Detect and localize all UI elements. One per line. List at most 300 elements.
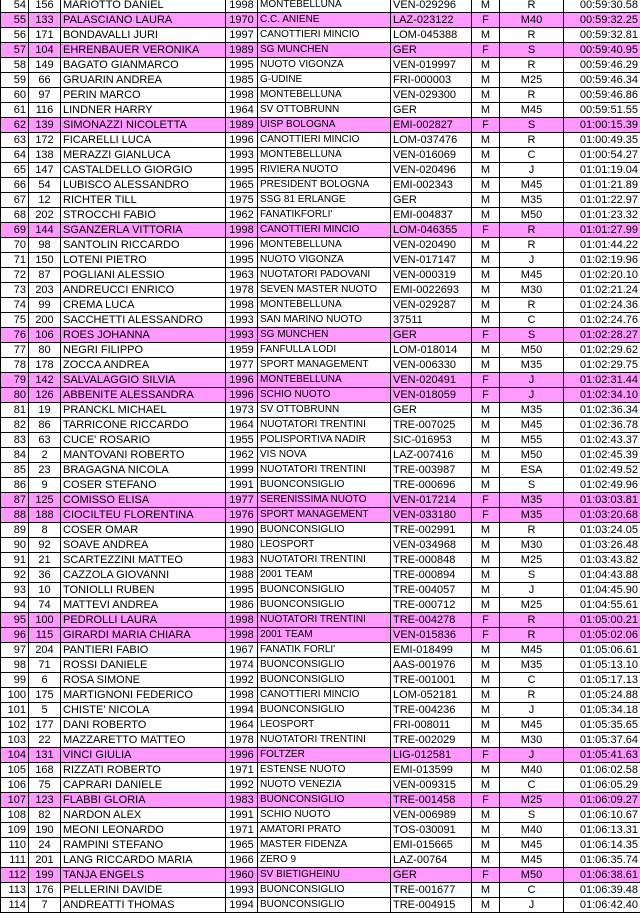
sex-cell: M [472, 418, 500, 433]
category-cell: M50 [500, 448, 564, 463]
finish-time-cell: 01:05:34.18 [564, 703, 640, 718]
finish-time-cell: 01:02:49.52 [564, 463, 640, 478]
sex-cell: M [472, 808, 500, 823]
athlete-name-cell: CUCE' ROSARIO [61, 433, 226, 448]
category-cell: M40 [500, 823, 564, 838]
table-row [1, 508, 640, 523]
bib-number-cell: 7 [29, 898, 61, 913]
birth-year-cell: 1996 [226, 238, 258, 253]
club-cell: SCHIO NUOTO [258, 388, 391, 403]
table-row [1, 328, 640, 343]
club-cell: SPORT MANAGEMENT [258, 508, 391, 523]
table-row [1, 373, 640, 388]
table-row [1, 43, 640, 58]
sex-cell: M [472, 148, 500, 163]
finish-time-cell: 01:02:24.76 [564, 313, 640, 328]
license-code-cell: VEN-017214 [391, 493, 472, 508]
bib-number-cell: 115 [29, 628, 61, 643]
birth-year-cell: 1967 [226, 643, 258, 658]
position-cell: 113 [1, 883, 29, 898]
license-code-cell: VEN-019997 [391, 58, 472, 73]
athlete-name-cell: STROCCHI FABIO [61, 208, 226, 223]
sex-cell: M [472, 688, 500, 703]
license-code-cell: VEN-029287 [391, 298, 472, 313]
position-cell: 88 [1, 508, 29, 523]
position-cell: 64 [1, 148, 29, 163]
birth-year-cell: 1995 [226, 58, 258, 73]
license-code-cell: GER [391, 403, 472, 418]
athlete-name-cell: ZOCCA ANDREA [61, 358, 226, 373]
table-row [1, 553, 640, 568]
athlete-name-cell: PERIN MARCO [61, 88, 226, 103]
table-row [1, 268, 640, 283]
table-row [1, 148, 640, 163]
table-row [1, 748, 640, 763]
club-cell: NUOTATORI PADOVANI [258, 268, 391, 283]
finish-time-cell: 01:01:22.97 [564, 193, 640, 208]
bib-number-cell: 116 [29, 103, 61, 118]
finish-time-cell: 00:59:32.25 [564, 13, 640, 28]
license-code-cell: VEN-000319 [391, 268, 472, 283]
athlete-name-cell: PRANCKL MICHAEL [61, 403, 226, 418]
table-row [1, 643, 640, 658]
bib-number-cell: 12 [29, 193, 61, 208]
table-row [1, 463, 640, 478]
athlete-name-cell: SANTOLIN RICCARDO [61, 238, 226, 253]
sex-cell: M [472, 523, 500, 538]
table-row [1, 808, 640, 823]
table-row [1, 718, 640, 733]
category-cell: M40 [500, 763, 564, 778]
club-cell: FANFULLA LODI [258, 343, 391, 358]
birth-year-cell: 1970 [226, 13, 258, 28]
category-cell: R [500, 688, 564, 703]
position-cell: 69 [1, 223, 29, 238]
position-cell: 68 [1, 208, 29, 223]
table-row [1, 868, 640, 883]
finish-time-cell: 01:06:38.61 [564, 868, 640, 883]
license-code-cell: GER [391, 868, 472, 883]
athlete-name-cell: TONIOLLI RUBEN [61, 583, 226, 598]
bib-number-cell: 142 [29, 373, 61, 388]
sex-cell: M [472, 778, 500, 793]
table-row [1, 763, 640, 778]
sex-cell: M [472, 253, 500, 268]
athlete-name-cell: CAPRARI DANIELE [61, 778, 226, 793]
bib-number-cell: 201 [29, 853, 61, 868]
bib-number-cell: 74 [29, 598, 61, 613]
table-row [1, 73, 640, 88]
birth-year-cell: 1976 [226, 508, 258, 523]
category-cell: M25 [500, 598, 564, 613]
athlete-name-cell: COSER STEFANO [61, 478, 226, 493]
sex-cell: M [472, 673, 500, 688]
sex-cell: F [472, 493, 500, 508]
position-cell: 80 [1, 388, 29, 403]
club-cell: SV OTTOBRUNN [258, 403, 391, 418]
table-row [1, 388, 640, 403]
category-cell: R [500, 628, 564, 643]
athlete-name-cell: ROSA SIMONE [61, 673, 226, 688]
club-cell: NUOTO VIGONZA [258, 58, 391, 73]
sex-cell: M [472, 583, 500, 598]
bib-number-cell: 177 [29, 718, 61, 733]
athlete-name-cell: PALASCIANO LAURA [61, 13, 226, 28]
license-code-cell: VEN-009315 [391, 778, 472, 793]
table-row [1, 793, 640, 808]
sex-cell: F [472, 118, 500, 133]
position-cell: 87 [1, 493, 29, 508]
sex-cell: M [472, 298, 500, 313]
bib-number-cell: 5 [29, 703, 61, 718]
sex-cell: M [472, 268, 500, 283]
sex-cell: M [472, 568, 500, 583]
athlete-name-cell: SIMONAZZI NICOLETTA [61, 118, 226, 133]
sex-cell: F [472, 748, 500, 763]
position-cell: 73 [1, 283, 29, 298]
club-cell: ESTENSE NUOTO [258, 763, 391, 778]
sex-cell: M [472, 718, 500, 733]
table-row [1, 0, 640, 13]
athlete-name-cell: POGLIANI ALESSIO [61, 268, 226, 283]
position-cell: 102 [1, 718, 29, 733]
sex-cell: M [472, 538, 500, 553]
birth-year-cell: 1995 [226, 163, 258, 178]
position-cell: 55 [1, 13, 29, 28]
category-cell: R [500, 58, 564, 73]
birth-year-cell: 1998 [226, 688, 258, 703]
sex-cell: M [472, 823, 500, 838]
finish-time-cell: 01:06:09.27 [564, 793, 640, 808]
sex-cell: M [472, 478, 500, 493]
club-cell: MONTEBELLUNA [258, 298, 391, 313]
athlete-name-cell: FICARELLI LUCA [61, 133, 226, 148]
license-code-cell: GER [391, 328, 472, 343]
birth-year-cell: 1960 [226, 868, 258, 883]
license-code-cell: VEN-020491 [391, 373, 472, 388]
finish-time-cell: 01:02:29.62 [564, 343, 640, 358]
position-cell: 112 [1, 868, 29, 883]
finish-time-cell: 01:05:24.88 [564, 688, 640, 703]
position-cell: 72 [1, 268, 29, 283]
bib-number-cell: 87 [29, 268, 61, 283]
table-row [1, 58, 640, 73]
athlete-name-cell: MAZZARETTO MATTEO [61, 733, 226, 748]
bib-number-cell: 36 [29, 568, 61, 583]
sex-cell: M [472, 358, 500, 373]
club-cell: RIVIERA NUOTO [258, 163, 391, 178]
license-code-cell: TOS-030091 [391, 823, 472, 838]
bib-number-cell: 22 [29, 733, 61, 748]
birth-year-cell: 1971 [226, 763, 258, 778]
club-cell: NUOTATORI TRENTINI [258, 418, 391, 433]
category-cell: M45 [500, 838, 564, 853]
athlete-name-cell: ABBENITE ALESSANDRA [61, 388, 226, 403]
bib-number-cell: 144 [29, 223, 61, 238]
birth-year-cell: 1999 [226, 463, 258, 478]
license-code-cell: TRE-001677 [391, 883, 472, 898]
position-cell: 65 [1, 163, 29, 178]
position-cell: 59 [1, 73, 29, 88]
license-code-cell: FRI-000003 [391, 73, 472, 88]
position-cell: 99 [1, 673, 29, 688]
birth-year-cell: 1996 [226, 373, 258, 388]
position-cell: 58 [1, 58, 29, 73]
position-cell: 95 [1, 613, 29, 628]
bib-number-cell: 172 [29, 133, 61, 148]
sex-cell: F [472, 868, 500, 883]
club-cell: NUOTATORI TRENTINI [258, 613, 391, 628]
bib-number-cell: 71 [29, 658, 61, 673]
position-cell: 92 [1, 568, 29, 583]
position-cell: 90 [1, 538, 29, 553]
finish-time-cell: 01:01:23.32 [564, 208, 640, 223]
athlete-name-cell: GRUARIN ANDREA [61, 73, 226, 88]
club-cell: FANATIKFORLI' [258, 208, 391, 223]
finish-time-cell: 01:05:06.61 [564, 643, 640, 658]
table-row [1, 583, 640, 598]
club-cell: VIS NOVA [258, 448, 391, 463]
license-code-cell: TRE-004278 [391, 613, 472, 628]
position-cell: 70 [1, 238, 29, 253]
birth-year-cell: 1998 [226, 0, 258, 13]
bib-number-cell: 98 [29, 238, 61, 253]
club-cell: BUONCONSIGLIO [258, 883, 391, 898]
finish-time-cell: 00:59:46.29 [564, 58, 640, 73]
club-cell: BUONCONSIGLIO [258, 673, 391, 688]
position-cell: 114 [1, 898, 29, 913]
finish-time-cell: 00:59:32.81 [564, 28, 640, 43]
club-cell: MONTEBELLUNA [258, 238, 391, 253]
license-code-cell: LAZ-007416 [391, 448, 472, 463]
table-row [1, 433, 640, 448]
bib-number-cell: 200 [29, 313, 61, 328]
category-cell: J [500, 898, 564, 913]
position-cell: 67 [1, 193, 29, 208]
position-cell: 107 [1, 793, 29, 808]
bib-number-cell: 8 [29, 523, 61, 538]
club-cell: NUOTATORI TRENTINI [258, 463, 391, 478]
sex-cell: M [472, 433, 500, 448]
birth-year-cell: 1964 [226, 103, 258, 118]
finish-time-cell: 01:00:15.39 [564, 118, 640, 133]
birth-year-cell: 1983 [226, 793, 258, 808]
sex-cell: M [472, 163, 500, 178]
license-code-cell: TRE-002029 [391, 733, 472, 748]
finish-time-cell: 01:02:43.37 [564, 433, 640, 448]
athlete-name-cell: BAGATO GIANMARCO [61, 58, 226, 73]
table-row [1, 853, 640, 868]
bib-number-cell: 125 [29, 493, 61, 508]
finish-time-cell: 01:00:54.27 [564, 148, 640, 163]
license-code-cell: TRE-000894 [391, 568, 472, 583]
category-cell: J [500, 703, 564, 718]
table-row [1, 688, 640, 703]
table-row [1, 883, 640, 898]
position-cell: 71 [1, 253, 29, 268]
club-cell: MONTEBELLUNA [258, 373, 391, 388]
license-code-cell: LOM-018014 [391, 343, 472, 358]
category-cell: M40 [500, 13, 564, 28]
category-cell: J [500, 388, 564, 403]
athlete-name-cell: RICHTER TILL [61, 193, 226, 208]
sex-cell: M [472, 0, 500, 13]
athlete-name-cell: ROES JOHANNA [61, 328, 226, 343]
bib-number-cell: 23 [29, 463, 61, 478]
sex-cell: M [472, 463, 500, 478]
license-code-cell: EMI-015665 [391, 838, 472, 853]
category-cell: R [500, 613, 564, 628]
birth-year-cell: 1992 [226, 673, 258, 688]
bib-number-cell: 188 [29, 508, 61, 523]
sex-cell: F [472, 793, 500, 808]
license-code-cell: VEN-015836 [391, 628, 472, 643]
sex-cell: F [472, 508, 500, 523]
category-cell: M35 [500, 658, 564, 673]
bib-number-cell: 86 [29, 418, 61, 433]
license-code-cell: TRE-000696 [391, 478, 472, 493]
category-cell: R [500, 133, 564, 148]
category-cell: J [500, 748, 564, 763]
category-cell: M45 [500, 718, 564, 733]
sex-cell: M [472, 343, 500, 358]
birth-year-cell: 1998 [226, 298, 258, 313]
athlete-name-cell: GIRARDI MARIA CHIARA [61, 628, 226, 643]
club-cell: CANOTTIERI MINCIO [258, 133, 391, 148]
position-cell: 111 [1, 853, 29, 868]
birth-year-cell: 1975 [226, 193, 258, 208]
birth-year-cell: 1993 [226, 883, 258, 898]
athlete-name-cell: CIOCILTEU FLORENTINA [61, 508, 226, 523]
birth-year-cell: 1965 [226, 838, 258, 853]
finish-time-cell: 01:02:19.96 [564, 253, 640, 268]
category-cell: C [500, 778, 564, 793]
finish-time-cell: 01:02:29.75 [564, 358, 640, 373]
sex-cell: M [472, 853, 500, 868]
club-cell: BUONCONSIGLIO [258, 583, 391, 598]
category-cell: S [500, 43, 564, 58]
club-cell: MONTEBELLUNA [258, 148, 391, 163]
athlete-name-cell: DANI ROBERTO [61, 718, 226, 733]
athlete-name-cell: ROSSI DANIELE [61, 658, 226, 673]
sex-cell: F [472, 373, 500, 388]
athlete-name-cell: SALVALAGGIO SILVIA [61, 373, 226, 388]
license-code-cell: FRI-008011 [391, 718, 472, 733]
birth-year-cell: 1996 [226, 133, 258, 148]
club-cell: SV BIETIGHEINU [258, 868, 391, 883]
birth-year-cell: 1983 [226, 553, 258, 568]
finish-time-cell: 01:01:27.99 [564, 223, 640, 238]
finish-time-cell: 01:01:44.22 [564, 238, 640, 253]
license-code-cell: TRE-003987 [391, 463, 472, 478]
position-cell: 100 [1, 688, 29, 703]
category-cell: S [500, 328, 564, 343]
birth-year-cell: 1959 [226, 343, 258, 358]
license-code-cell: TRE-002991 [391, 523, 472, 538]
bib-number-cell: 168 [29, 763, 61, 778]
club-cell: NUOTATORI TRENTINI [258, 733, 391, 748]
club-cell: 2001 TEAM [258, 628, 391, 643]
birth-year-cell: 1993 [226, 313, 258, 328]
table-row [1, 538, 640, 553]
position-cell: 82 [1, 418, 29, 433]
birth-year-cell: 1991 [226, 808, 258, 823]
table-row [1, 208, 640, 223]
athlete-name-cell: ANDREUCCI ENRICO [61, 283, 226, 298]
license-code-cell: VEN-016069 [391, 148, 472, 163]
bib-number-cell: 54 [29, 178, 61, 193]
table-row [1, 313, 640, 328]
table-row [1, 523, 640, 538]
birth-year-cell: 1978 [226, 283, 258, 298]
license-code-cell: VEN-020490 [391, 238, 472, 253]
position-cell: 97 [1, 643, 29, 658]
birth-year-cell: 1998 [226, 628, 258, 643]
license-code-cell: LOM-052181 [391, 688, 472, 703]
athlete-name-cell: RIZZATI ROBERTO [61, 763, 226, 778]
birth-year-cell: 1995 [226, 583, 258, 598]
club-cell: POLISPORTIVA NADIR [258, 433, 391, 448]
table-row [1, 493, 640, 508]
category-cell: J [500, 373, 564, 388]
license-code-cell: LOM-046355 [391, 223, 472, 238]
finish-time-cell: 01:06:05.29 [564, 778, 640, 793]
license-code-cell: VEN-017147 [391, 253, 472, 268]
finish-time-cell: 01:02:28.27 [564, 328, 640, 343]
position-cell: 74 [1, 298, 29, 313]
position-cell: 81 [1, 403, 29, 418]
club-cell: G-UDINE [258, 73, 391, 88]
license-code-cell: LOM-037476 [391, 133, 472, 148]
birth-year-cell: 1977 [226, 358, 258, 373]
club-cell: NUOTATORI TRENTINI [258, 553, 391, 568]
bib-number-cell: 176 [29, 883, 61, 898]
athlete-name-cell: PELLERINI DAVIDE [61, 883, 226, 898]
birth-year-cell: 1963 [226, 268, 258, 283]
license-code-cell: EMI-0022693 [391, 283, 472, 298]
finish-time-cell: 00:59:51.55 [564, 103, 640, 118]
position-cell: 96 [1, 628, 29, 643]
birth-year-cell: 1962 [226, 448, 258, 463]
position-cell: 60 [1, 88, 29, 103]
table-row [1, 448, 640, 463]
bib-number-cell: 19 [29, 403, 61, 418]
license-code-cell: TRE-004915 [391, 898, 472, 913]
bib-number-cell: 126 [29, 388, 61, 403]
category-cell: S [500, 808, 564, 823]
finish-time-cell: 01:06:13.31 [564, 823, 640, 838]
license-code-cell: LAZ-023122 [391, 13, 472, 28]
finish-time-cell: 01:02:36.34 [564, 403, 640, 418]
license-code-cell: TRE-001458 [391, 793, 472, 808]
birth-year-cell: 1993 [226, 328, 258, 343]
bib-number-cell: 10 [29, 583, 61, 598]
table-row [1, 628, 640, 643]
table-row [1, 88, 640, 103]
table-row [1, 823, 640, 838]
table-row [1, 238, 640, 253]
category-cell: C [500, 673, 564, 688]
position-cell: 106 [1, 778, 29, 793]
category-cell: M55 [500, 433, 564, 448]
athlete-name-cell: CASTALDELLO GIORGIO [61, 163, 226, 178]
athlete-name-cell: TANJA ENGELS [61, 868, 226, 883]
table-row [1, 673, 640, 688]
finish-time-cell: 00:59:40.95 [564, 43, 640, 58]
birth-year-cell: 1986 [226, 598, 258, 613]
bib-number-cell: 2 [29, 448, 61, 463]
bib-number-cell: 92 [29, 538, 61, 553]
